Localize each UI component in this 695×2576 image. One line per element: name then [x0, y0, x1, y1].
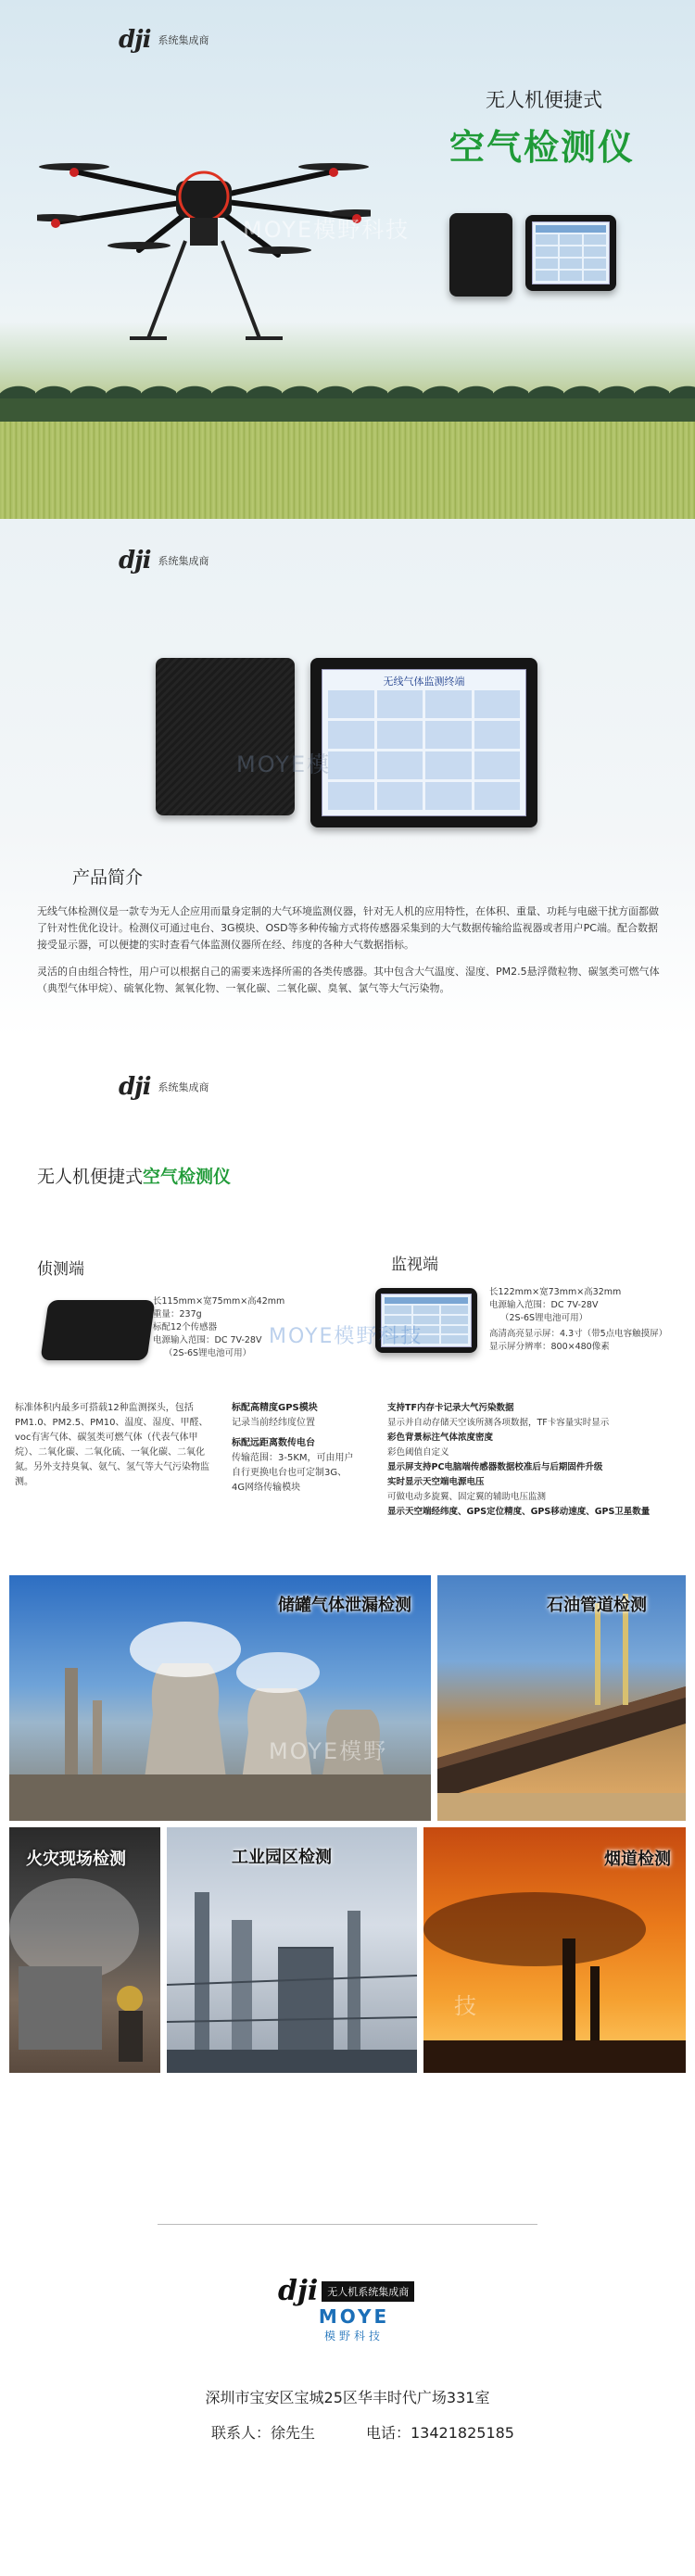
moye-logo — [303, 2305, 405, 2343]
monitor-heading: 监视端 — [391, 1256, 438, 1274]
screen-title: 无线气体监测终端 — [383, 676, 465, 688]
tile-label-oil-pipeline: 石油管道检测 — [547, 1596, 647, 1615]
footer — [0, 2076, 695, 2576]
gps-desc: 记录当前经纬度位置 — [232, 1418, 315, 1428]
detector-power-note: （2S-6S锂电池可用） — [164, 1348, 252, 1358]
monitor-specs — [489, 1286, 667, 1354]
detector-sensors: 标配12个传感器 — [153, 1322, 218, 1332]
watermark: MOYE模野科技 — [243, 217, 411, 243]
radio-desc-1: 传输范围：3-5KM，可由用户 — [232, 1453, 354, 1463]
detector-specs — [153, 1295, 284, 1360]
monitor-feature-4: 彩色阈值自定义 — [387, 1447, 449, 1458]
monitor-power-note: （2S-6S锂电池可用） — [500, 1313, 588, 1323]
sensor-device-large — [156, 658, 295, 815]
monitor-device-image — [525, 215, 616, 291]
footer-dji-logo — [278, 2275, 414, 2307]
radio-title: 标配远距离数传电台 — [232, 1438, 315, 1448]
monitor-feature-2: 显示并自动存储天空该所测各项数据，TF卡容量实时显示 — [387, 1418, 610, 1428]
application-scenarios — [0, 1557, 695, 2076]
hero-title-line1: 无人机便捷式 — [486, 89, 602, 111]
dji-mark: dji — [119, 547, 151, 575]
tile-fire-scene — [9, 1827, 160, 2073]
detector-power: 电源输入范围：DC 7V-28V — [153, 1335, 262, 1345]
watermark: MOYE模野 — [269, 1738, 388, 1764]
tile-label-flue: 烟道检测 — [604, 1850, 671, 1869]
monitor-display: 高清高亮显示屏：4.3寸（带5点电容触摸屏） — [489, 1329, 668, 1339]
product-specs — [0, 1038, 695, 1557]
dji-logo — [119, 547, 208, 575]
detector-features — [232, 1401, 385, 1496]
tile-label-storage-tank: 储罐气体泄漏检测 — [278, 1596, 411, 1615]
contact-person: 联系人：徐先生 — [211, 2424, 316, 2442]
wheat-field — [0, 422, 695, 519]
intro-paragraph-2: 灵活的自由组合特性，用户可以根据自己的需要来选择所需的各类传感器。其中包含大气温度、湿度、PM2.5悬浮微粒物、碳氢类可燃气体（典型气体甲烷）、硫氧化物、氮氧化物、一氧化碳、二氧化碳、臭氧、氯气等大气污染物。 — [37, 966, 660, 994]
monitor-dims: 长122mm×宽73mm×高32mm — [489, 1287, 622, 1297]
dji-subtitle: 系统集成商 — [158, 555, 209, 567]
tile-flue — [423, 1827, 686, 2073]
detector-device-image — [40, 1300, 155, 1360]
tile-label-industrial-park: 工业园区检测 — [232, 1848, 332, 1867]
hero-title-line2: 空气检测仪 — [449, 127, 635, 168]
monitor-features — [387, 1401, 693, 1520]
dji-tag: 无人机系统集成商 — [322, 2281, 414, 2302]
intro-paragraph-1: 无线气体检测仪是一款专为无人企应用而量身定制的大气环境监测仪器，针对无人机的应用特性，在体积、重量、功耗与电磁干扰方面都做了针对性优化设计。检测仪可通过电台、3G模块、OSD等多种传输方式将传感器采集到的大气数据传输给监视器或者用户PC端。配合数据接受显示器，可以便捷的实时查看气体监测仪器所在经、纬度的各种大气数据指标。 — [37, 905, 659, 951]
monitor-device-large — [310, 658, 537, 827]
detector-weight: 重量：237g — [153, 1309, 202, 1320]
monitor-power: 电源输入范围：DC 7V-28V — [489, 1300, 599, 1310]
footer-divider — [158, 2224, 537, 2225]
monitor-feature-6: 实时显示天空端电源电压 — [387, 1477, 485, 1487]
monitor-feature-8: 显示天空端经纬度、GPS定位精度、GPS移动速度、GPS卫星数量 — [387, 1507, 651, 1517]
watermark: MOYE模野科技 — [269, 1325, 423, 1348]
dji-logo — [119, 1073, 208, 1101]
detector-dims: 长115mm×宽75mm×高42mm — [153, 1296, 285, 1307]
sensor-device-image — [449, 213, 512, 297]
watermark: 技 — [454, 1993, 478, 2019]
detector-heading: 侦测端 — [37, 1260, 84, 1279]
product-intro — [0, 519, 695, 1038]
intro-heading: 产品简介 — [72, 867, 144, 888]
moye-en: MOYE — [318, 2305, 390, 2328]
tile-oil-pipeline — [437, 1575, 686, 1821]
address: 深圳市宝安区宝城25区华丰时代广场331室 — [205, 2389, 490, 2406]
watermark: MOYE模 — [236, 751, 332, 777]
monitor-feature-3: 彩色背景标注气体浓度密度 — [387, 1433, 494, 1443]
monitor-resolution: 显示屏分辨率：800×480像素 — [489, 1342, 610, 1352]
monitor-feature-1: 支持TF内存卡记录大气污染数据 — [387, 1403, 514, 1413]
hero-banner — [0, 0, 695, 519]
specs-title — [37, 1163, 231, 1188]
specs-title-highlight: 空气检测仪 — [143, 1167, 232, 1187]
radio-desc-3: 4G网络传输模块 — [232, 1483, 301, 1493]
tile-industrial-park — [167, 1827, 417, 2073]
gps-title: 标配高精度GPS模块 — [232, 1403, 318, 1413]
detector-description: 标准体积内最多可搭载12种监测探头，包括PM1.0、PM2.5、PM10、温度、湿度、甲醛、voc有害气体、碳氢类可燃气体（代表气体甲烷）、二氧化碳、二氧化硫、一氧化碳、二氧化氮。另外支持臭氧、氨气、氢气等大气污染物监测。 — [15, 1403, 209, 1487]
treeband — [0, 398, 695, 423]
dji-subtitle: 系统集成商 — [158, 34, 209, 46]
monitor-feature-7: 可做电动多旋翼、固定翼的辅助电压监测 — [387, 1492, 547, 1502]
radio-desc-2: 自行更换电台也可定制3G、 — [232, 1468, 348, 1478]
moye-cn: 模野科技 — [323, 2330, 384, 2342]
drone-illustration — [37, 139, 371, 361]
dji-subtitle: 系统集成商 — [158, 1081, 209, 1093]
tile-storage-tank — [9, 1575, 431, 1821]
tile-label-fire-scene: 火灾现场检测 — [26, 1850, 126, 1869]
contact-phone: 电话：13421825185 — [366, 2424, 514, 2442]
dji-logo — [119, 26, 208, 54]
specs-title-plain: 无人机便捷式 — [37, 1167, 144, 1187]
monitor-feature-5: 显示屏支持PC电脑端传感器数据校准后与后期固件升级 — [387, 1462, 603, 1472]
dji-mark: dji — [278, 2275, 319, 2307]
dji-mark: dji — [119, 26, 151, 54]
dji-mark: dji — [119, 1073, 151, 1101]
